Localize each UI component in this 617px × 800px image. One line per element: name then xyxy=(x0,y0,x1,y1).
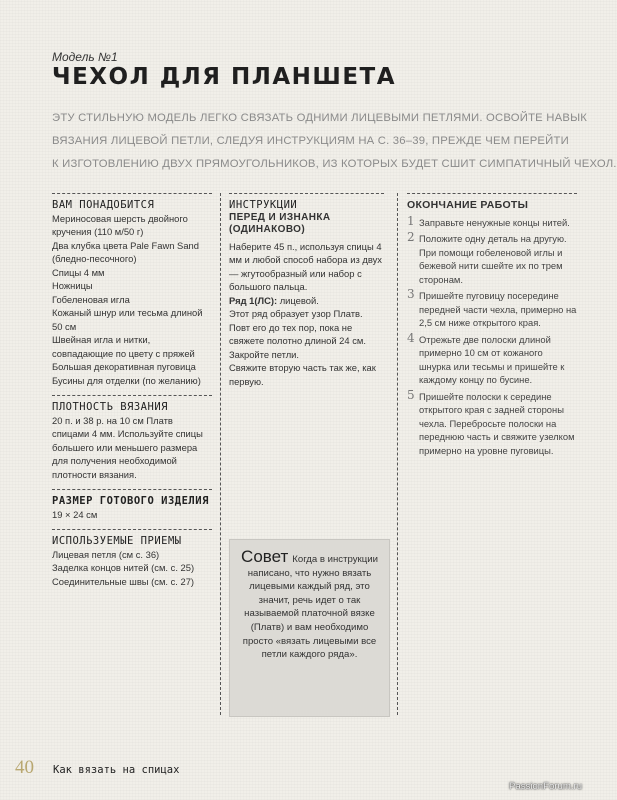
step-number: 4 xyxy=(407,330,415,345)
list-item: Два клубка цвета Pale Fawn Sand (бледно-песочного) xyxy=(52,239,199,264)
instructions-heading: ИНСТРУКЦИИ xyxy=(229,199,298,211)
list-item: Мериносовая шерсть двойного кручения (110 м/50 г) xyxy=(52,212,188,237)
list-item: Заделка концов нитей (см. с. 25) xyxy=(52,562,195,573)
tip-box xyxy=(229,539,390,717)
intro-line: ВЯЗАНИЯ ЛИЦЕВОЙ ПЕТЛИ, СЛЕДУЯ ИНСТРУКЦИЯМ НА С. 36–39, ПРЕЖДЕ ЧЕМ ПЕРЕЙТИ xyxy=(52,135,569,147)
density-section xyxy=(52,395,212,481)
tip-quote: «вязать лицевыми все петли каждого ряда». xyxy=(261,635,377,661)
instructions-subheading: ПЕРЕД И ИЗНАНКА (ОДИНАКОВО) xyxy=(229,211,331,235)
list-item: Лицевая петля (см с. 36) xyxy=(52,548,160,560)
size-section xyxy=(52,489,212,521)
page-title: ЧЕХОЛ ДЛЯ ПЛАНШЕТА xyxy=(52,64,397,90)
step-item xyxy=(407,387,577,458)
intro-line: К ИЗГОТОВЛЕНИЮ ДВУХ ПРЯМОУГОЛЬНИКОВ, ИЗ КОТОРЫХ БУДЕТ СШИТ СИМПАТИЧНЫЙ ЧЕХОЛ. xyxy=(52,158,617,170)
list-item: Швейная игла и нитки, совпадающие по цвету с пряжей xyxy=(52,334,195,359)
instructions-paragraph: Этот ряд образует узор Платв. Повт его до тех пор, пока не свяжете полотно длиной 24 см. Закройте петли. xyxy=(229,308,366,360)
step-text: Отрежьте две полоски длиной примерно 10 см от кожаного шнурка или тесьмы и пришейте к каждому концу по бусине. xyxy=(419,333,565,385)
running-footer-title: Как вязать на спицах xyxy=(53,764,180,776)
size-text: 19 × 24 см xyxy=(52,508,98,520)
list-item: Бусины для отделки (по желанию) xyxy=(52,374,201,386)
intro-paragraph xyxy=(52,107,617,176)
list-item: Соединительные швы (см. с. 27) xyxy=(52,575,195,587)
step-item xyxy=(407,330,577,387)
list-item: Гобеленовая игла xyxy=(52,293,130,305)
step-number: 3 xyxy=(407,287,415,301)
density-text: 20 п. и 38 р. на 10 см Платв спицами 4 мм. Используйте спицы большего или меньшего размера для получения необходимой плотности вязания. xyxy=(52,414,203,480)
model-label: Модель №1 xyxy=(52,50,118,64)
instructions-column xyxy=(229,193,384,388)
instructions-row xyxy=(229,294,384,308)
finishing-column xyxy=(407,193,577,460)
list-item: Большая декоративная пуговица xyxy=(52,361,196,372)
step-number: 2 xyxy=(407,230,415,244)
finishing-steps xyxy=(407,213,577,458)
column-divider xyxy=(397,193,398,715)
step-text: Положите одну деталь на другую. При помощи гобеленовой иглы и бежевой нити сшейте их по трем сторонам. xyxy=(419,233,567,285)
intro-line: ЭТУ СТИЛЬНУЮ МОДЕЛЬ ЛЕГКО СВЯЗАТЬ ОДНИМИ ЛИЦЕВЫМИ ПЕТЛЯМИ. ОСВОЙТЕ НАВЫК xyxy=(52,112,588,124)
row-text: лицевой. xyxy=(277,294,319,306)
step-item xyxy=(407,232,577,286)
instructions-paragraph: Свяжите вторую часть так же, как первую. xyxy=(229,362,376,387)
list-item: Спицы 4 мм xyxy=(52,266,105,278)
step-number: 5 xyxy=(407,387,415,402)
column-divider xyxy=(220,193,221,715)
tip-text: Когда в инструкции написано, что нужно вязать лицевыми каждый ряд, это значит, речь идет о так называемой платочной вязке (Платв) и вам необходимо просто xyxy=(242,554,378,647)
techniques-heading: ИСПОЛЬЗУЕМЫЕ ПРИЕМЫ xyxy=(52,535,182,547)
list-item: Кожаный шнур или тесьма длиной 50 см xyxy=(52,307,203,332)
step-text: Пришейте пуговицу посередине передней части чехла, примерно на 2,5 см ниже открытого края. xyxy=(419,290,577,328)
row-label: Ряд 1(ЛС): xyxy=(229,294,278,306)
step-text: Пришейте полоски к середине открытого края с задней стороны чехла. Перебросьте полоски на переднюю часть и свяжите узелком примерно на уровне пуговицы. xyxy=(419,390,575,456)
watermark: PassionForum.ru xyxy=(509,781,583,792)
size-heading: РАЗМЕР ГОТОВОГО ИЗДЕЛИЯ xyxy=(52,495,209,507)
step-item xyxy=(407,289,577,330)
page-number: 40 xyxy=(15,757,34,778)
techniques-section xyxy=(52,529,212,588)
instructions-paragraph: Наберите 45 п., используя спицы 4 мм и любой способ набора из двух — жгутообразный или набор с большого пальца. xyxy=(229,240,382,292)
materials-list xyxy=(52,212,212,388)
step-number: 1 xyxy=(407,213,415,228)
list-item: Ножницы xyxy=(52,280,93,291)
step-item xyxy=(407,213,577,230)
materials-section xyxy=(52,193,212,387)
step-text: Заправьте ненужные концы нитей. xyxy=(419,216,570,228)
density-heading: ПЛОТНОСТЬ ВЯЗАНИЯ xyxy=(52,401,168,413)
finishing-section xyxy=(407,193,577,457)
instructions-section xyxy=(229,193,384,388)
finishing-heading: ОКОНЧАНИЕ РАБОТЫ xyxy=(407,199,529,211)
tip-title: Совет xyxy=(241,547,289,566)
materials-heading: ВАМ ПОНАДОБИТСЯ xyxy=(52,199,155,211)
materials-column xyxy=(52,193,212,588)
